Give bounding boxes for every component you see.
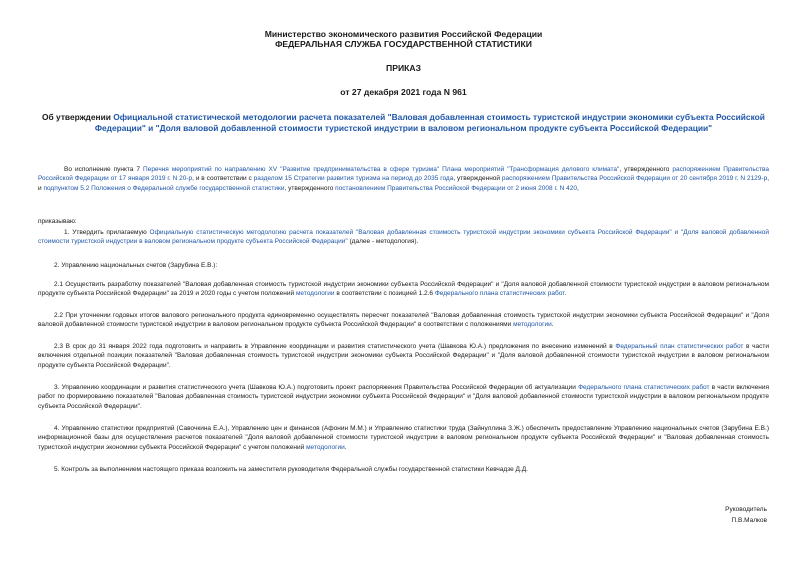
intro-text: , утвержденного [284, 184, 336, 192]
document-type: ПРИКАЗ [386, 63, 421, 73]
p21-text: в соответствии с позицией 1.2.6 [334, 290, 435, 298]
p1-methodology-link[interactable]: Официальную статистическую методологию расчета показателей "Валовая добавленная стоимость туристской индустрии экономики субъекта Российской Федерации" и "Доля валовой добавленной стоимости туристской индустрии в валовом региональном продукте субъекта Российской Федерации" [38, 229, 769, 246]
p21-methodology-link[interactable]: методологии [295, 290, 335, 298]
p3-text: в части включения работ по формированию показателей "Валовая добавленная стоимость туристской индустрии экономики субъекта Российской Федерации" и "Доля валовой добавленной стоимости туристской индустрии в валовом региональном продукте субъекта Российской Федерации". [38, 384, 769, 410]
p22-text: . [551, 321, 554, 329]
signature-role: Руководитель [725, 506, 767, 513]
paragraph-2-3 [38, 342, 769, 370]
paragraph-2-2 [38, 311, 769, 330]
intro-text: , [576, 184, 579, 192]
p23-text: 2.3 В срок до 31 января 2022 года подготовить и направить в Управление координации и развития статистического учета (Шавкова Ю.А.) предложения по внесению изменений в [54, 343, 616, 350]
p22-methodology-link[interactable]: методологии [513, 321, 552, 329]
p1-text: (далее - методология). [347, 238, 419, 246]
title-prefix: Об утверждении [42, 112, 114, 122]
p21-text: . [564, 290, 567, 298]
orders-line: приказываю: [38, 218, 77, 225]
intro-link-order-2129r[interactable]: распоряжением Правительства Российской Федерации от 20 сентября 2019 г. N 2129-р [501, 175, 768, 183]
p5-text: 5. Контроль за выполнением настоящего приказа возложить на заместителя руководителя Федеральной службы государственной статистики Кевчадзе Д.Д. [54, 466, 528, 473]
intro-link-resolution-420[interactable]: постановлением Правительства Российской Федерации от 2 июня 2008 г. N 420 [335, 184, 577, 192]
intro-text: , утвержденного [619, 166, 673, 173]
p2-text: 2. Управлению национальных счетов (Зарубина Е.В.): [54, 262, 218, 269]
intro-paragraph [38, 165, 769, 193]
title-methodology-link[interactable]: Официальной статистической методологии расчета показателей "Валовая добавленная стоимость туристской индустрии экономики субъекта Российской Федерации" и "Доля валовой добавленной стоимости туристской индустрии в валовом региональном продукте субъекта Российской Федерации" [94, 112, 765, 133]
p22-text: 2.2 При уточнении годовых итогов валового регионального продукта единовременно осуществлять пересчет показателей "Валовая добавленная стоимость туристской индустрии экономики субъекта Российской Федерации" и "Доля валовой добавленной стоимости туристской индустрии в валовом региональном продукте субъекта Российской Федерации" в соответствии с положениями [38, 312, 769, 329]
intro-link-order-20r[interactable]: распоряжением Правительства Российской Федерации от 17 января 2019 г. N 20-р [38, 166, 769, 183]
p4-methodology-link[interactable]: методологии [306, 443, 345, 451]
p3-text: 3. Управлению координации и развития статистического учета (Шавкова Ю.А.) подготовить проект распоряжения Правительства Российской Федерации об актуализации [54, 384, 579, 391]
service-name: ФЕДЕРАЛЬНАЯ СЛУЖБА ГОСУДАРСТВЕННОЙ СТАТИСТИКИ [275, 39, 532, 49]
intro-text: , и в соответствии с [192, 175, 254, 183]
p21-text: 2.1 Осуществить разработку показателей "Валовая добавленная стоимость туристской индустрии экономики субъекта Российской Федерации" и "Доля валовой добавленной стоимости туристской индустрии в валовом региональном продукте субъекта Российской Федерации" за 2019 и 2020 годы с учетом положений [38, 281, 769, 298]
p3-plan-link[interactable]: Федерального плана статистических работ [578, 384, 710, 391]
paragraph-1 [38, 228, 769, 247]
intro-link-strategy[interactable]: разделом 15 Стратегии развития туризма на период до 2035 года [253, 175, 454, 183]
p23-plan-link[interactable]: Федеральный план статистических работ [615, 343, 744, 350]
paragraph-3 [38, 383, 769, 411]
p21-plan-link[interactable]: Федерального плана статистических работ [434, 290, 565, 298]
intro-text: , утвержденной [453, 175, 502, 183]
intro-link-regulation[interactable]: подпунктом 5.2 Положения о Федеральной службе государственной статистики [43, 184, 285, 192]
p4-text: . [344, 443, 347, 451]
p1-text: 1. Утвердить прилагаемую [64, 229, 150, 236]
document-title [38, 112, 769, 133]
document-date-number: от 27 декабря 2021 года N 961 [340, 87, 467, 97]
signature-name: П.В.Малков [731, 517, 767, 524]
intro-text: Во исполнение пункта 7 [64, 166, 144, 173]
paragraph-4 [38, 424, 769, 452]
intro-text: , и [38, 175, 770, 192]
intro-link-measures-list[interactable]: Перечня мероприятий по направлению XV "Развитие предпринимательства в сфере туризма" Плана мероприятий "Трансформация делового климата" [143, 166, 620, 173]
paragraph-5 [38, 465, 769, 474]
p23-text: в части включения отдельной позиции показателей "Валовая добавленная стоимость туристской индустрии экономики субъекта Российской Федерации" и "Доля валовой добавленной стоимости туристской индустрии в валовом региональном продукте субъекта Российской Федерации". [38, 343, 769, 369]
p4-text: 4. Управлению статистики предприятий (Савочкина Е.А.), Управлению цен и финансов (Афонин М.М.) и Управлению статистики труда (Зайнуллина З.Ж.) обеспечить предоставление Управлению национальных счетов (Зарубина Е.В.) информационной базы для осуществления расчетов показателей "Доля валовой добавленной стоимости туристской индустрии в валовом региональном продукте субъекта Российской Федерации" и "Валовая добавленная стоимость туристской индустрии экономики субъекта Российской Федерации" с учетом положений [38, 425, 769, 451]
paragraph-2-1 [38, 280, 769, 299]
paragraph-2 [38, 261, 769, 270]
ministry-name: Министерство экономического развития Российской Федерации [264, 29, 543, 39]
